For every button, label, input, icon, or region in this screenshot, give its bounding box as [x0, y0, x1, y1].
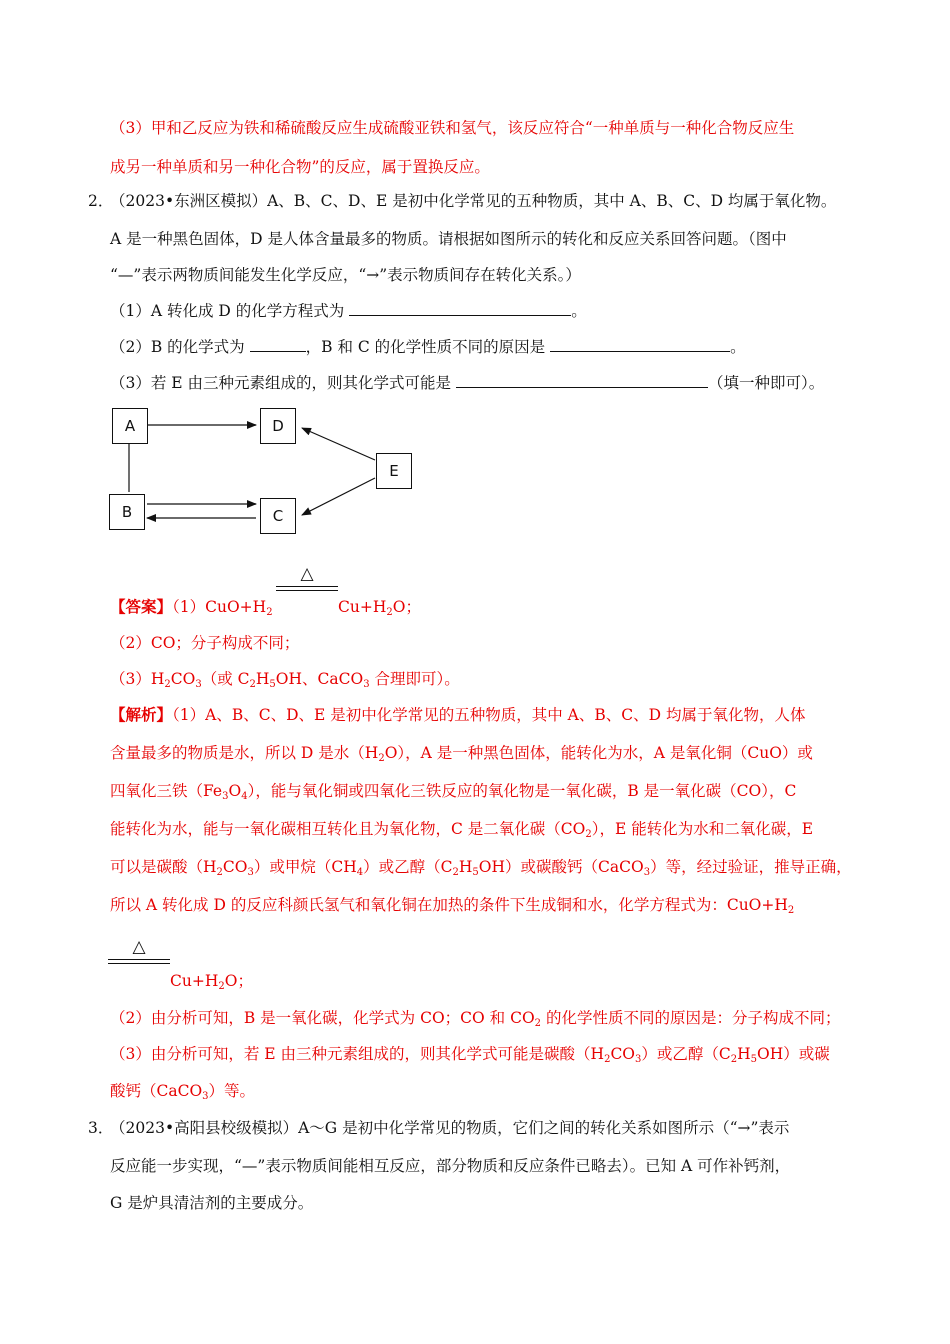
- arrow-e-to-c: [302, 478, 375, 515]
- node-c: C: [260, 498, 296, 534]
- heat-triangle-icon: △: [132, 937, 146, 957]
- answer1-products: $Cu+H_2O$；: [338, 598, 421, 618]
- q2-sub3: [110, 372, 824, 394]
- q3-stem-line2: 反应能一步实现，“—”表示物质间能相互反应，部分物质和反应条件已略去）。已知 A 可作补钙剂，: [110, 1157, 791, 1175]
- heating-condition-1: [276, 565, 338, 593]
- q3-stem-line3: G 是炉具清洁剂的主要成分。: [110, 1194, 314, 1212]
- q2-sub1-blank[interactable]: [349, 301, 571, 316]
- answer-line2: （2）CO；分子构成不同；: [110, 634, 300, 652]
- node-a: A: [112, 408, 148, 444]
- analysis-line8: （2）由分析可知，B 是一氧化碳，化学式为 CO；CO 和 $CO_2$ 的化学性质不同的原因是：分子构成不同；: [110, 1009, 841, 1029]
- relation-diagram: [100, 400, 430, 550]
- q2-stem-line3: “—”表示两物质间能发生化学反应，“→”表示物质间存在转化关系。）: [110, 266, 581, 284]
- q3-stem-line1: （2023•高阳县校级模拟）A～G 是初中化学常见的物质，它们之间的转化关系如图所示（“→”表示: [110, 1119, 790, 1137]
- q2-stem-line2: A 是一种黑色固体，D 是人体含量最多的物质。请根据如图所示的转化和反应关系回答问题。（图中: [110, 230, 787, 248]
- analysis-line7: $Cu+H_2O$；: [170, 972, 253, 992]
- q2-sub2: [110, 336, 746, 358]
- q2-sub1-prompt: （1）A 转化成 D 的化学方程式为: [110, 302, 345, 320]
- analysis-line2: 含量最多的物质是水，所以 D 是水$(H_2O)$，A 是一种黑色固体，能转化为水，A 是氧化铜（CuO）或: [110, 744, 813, 764]
- q3-number: 3．: [88, 1119, 114, 1137]
- node-b: B: [109, 494, 145, 530]
- answer-line3: $(3)H_2CO_3$（或 $C_2H_5OH$、CaCO$_3$ 合理即可）。: [110, 670, 460, 690]
- q2-sub1: [110, 300, 587, 322]
- node-e: E: [376, 453, 412, 489]
- q2-sub2-mid: ，B 和 C 的化学性质不同的原因是: [305, 338, 546, 356]
- q2-stem-line1: （2023•东洲区模拟）A、B、C、D、E 是初中化学常见的五种物质，其中 A、B、C、D 均属于氧化物。: [110, 192, 837, 210]
- q2-sub3-end: （填一种即可）。: [707, 374, 825, 392]
- q1-part3-line1: （3）甲和乙反应为铁和稀硫酸反应生成硫酸亚铁和氢气，该反应符合“一种单质与一种化合物反应生: [110, 119, 795, 137]
- node-d: D: [260, 408, 296, 444]
- q2-sub2-blank-formula[interactable]: [250, 337, 306, 352]
- q1-part3-line2: 成另一种单质和另一种化合物”的反应，属于置换反应。: [110, 158, 490, 176]
- q2-number: 2．: [88, 192, 114, 210]
- answer-label: 【答案】: [110, 597, 173, 616]
- analysis-line4: 能转化为水，能与一氧化碳相互转化且为氧化物，C 是二氧化碳$(CO_2)$，E 能转化为水和二氧化碳，E: [110, 820, 814, 840]
- q2-sub2-end: 。: [730, 338, 746, 356]
- analysis-line3: 四氧化三铁$(Fe_3O_4)$，能与氧化铜或四氧化三铁反应的氧化物是一氧化碳，B 是一氧化碳（CO），C: [110, 782, 797, 802]
- q2-sub3-prompt: （3）若 E 由三种元素组成的，则其化学式可能是: [110, 374, 452, 392]
- arrow-e-to-d: [302, 428, 375, 460]
- analysis-label: 【解析】: [110, 705, 173, 724]
- heat-triangle-icon: △: [300, 564, 314, 584]
- analysis-line9: （3）由分析可知，若 E 由三种元素组成的，则其化学式可能是碳酸$(H_2CO_3)$或乙醇$(C_2H_5OH)$或碳: [110, 1045, 830, 1065]
- answer1-reactants: （1）CuO+H: [172, 598, 267, 616]
- analysis-line6: 所以 A 转化成 D 的反应科颜氏氢气和氧化铜在加热的条件下生成铜和水，化学方程式为：$CuO+H_2$: [110, 896, 795, 916]
- q2-sub2-blank-reason[interactable]: [550, 337, 730, 352]
- q2-sub1-end: 。: [571, 302, 587, 320]
- analysis-line10: 酸钙（CaCO$_3$）等。: [110, 1082, 256, 1102]
- heating-condition-2: [108, 938, 170, 966]
- q2-sub2-prompt: （2）B 的化学式为: [110, 338, 245, 356]
- q2-sub3-blank[interactable]: [456, 373, 708, 388]
- analysis-line5: 可以是碳酸$(H_2CO_3)$或甲烷$(CH_4)$或乙醇$(C_2H_5OH)$或碳酸钙（CaCO$_3$）等，经过验证，推导正确，: [110, 858, 852, 878]
- answer1-sub: 2: [266, 607, 273, 618]
- analysis-line1: 【解析】（1）A、B、C、D、E 是初中化学常见的五种物质，其中 A、B、C、D 均属于氧化物，人体: [110, 705, 806, 724]
- answer-line1: [110, 596, 273, 618]
